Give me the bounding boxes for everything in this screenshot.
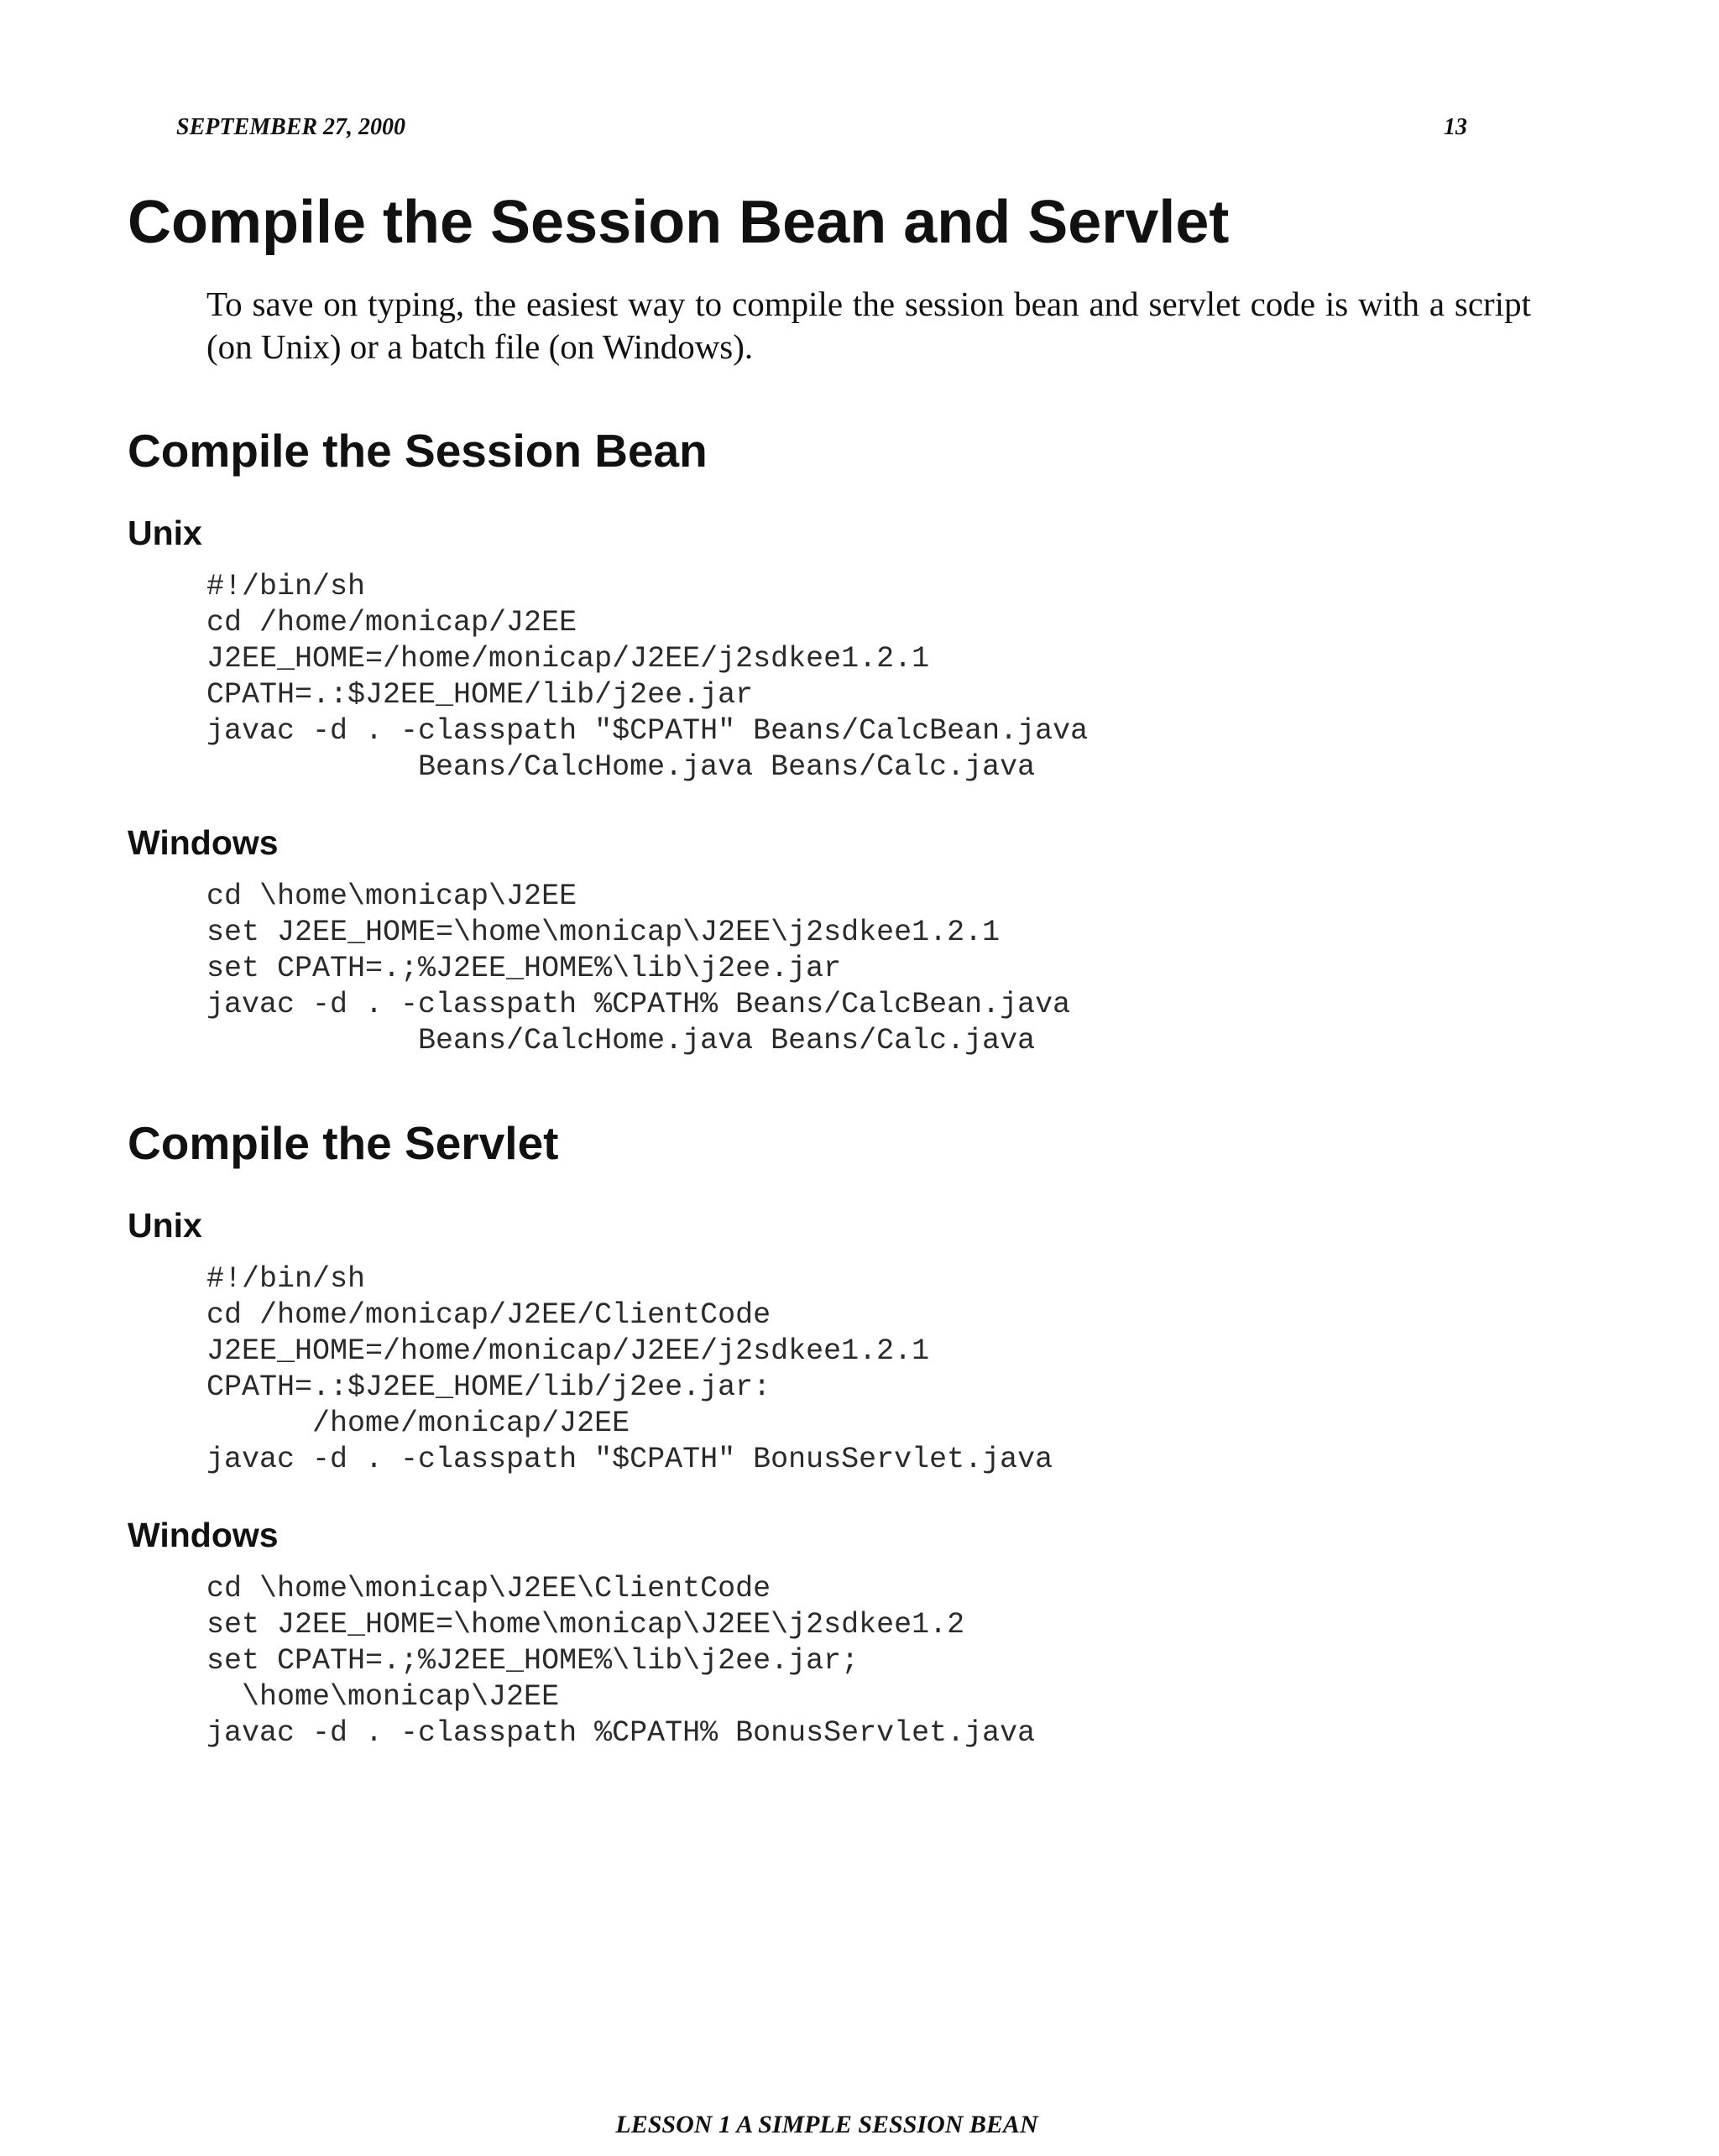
code-line: set CPATH=.;%J2EE_HOME%\lib\j2ee.jar;	[206, 1644, 860, 1678]
section-compile-servlet	[128, 1109, 1554, 1751]
code-line: javac -d . -classpath "$CPATH" BonusServlet.java	[206, 1443, 1053, 1476]
code-line: #!/bin/sh	[206, 1262, 366, 1296]
code-block-windows	[206, 1571, 1554, 1751]
code-block-unix	[206, 569, 1554, 786]
code-line: cd \home\monicap\J2EE	[206, 880, 577, 913]
section-title: Compile the Servlet	[128, 1117, 559, 1169]
subsection-title-windows: Windows	[128, 1516, 279, 1554]
page-content	[128, 180, 1554, 1751]
section-compile-session-bean	[128, 417, 1554, 1059]
section-title: Compile the Session Bean	[128, 425, 708, 477]
code-line: set J2EE_HOME=\home\monicap\J2EE\j2sdkee1.2	[206, 1608, 965, 1642]
code-line: cd /home/monicap/J2EE	[206, 606, 577, 639]
code-line: set CPATH=.;%J2EE_HOME%\lib\j2ee.jar	[206, 952, 842, 985]
code-line: cd \home\monicap\J2EE\ClientCode	[206, 1572, 771, 1605]
code-line: javac -d . -classpath %CPATH% BonusServlet.java	[206, 1716, 1036, 1750]
code-line: #!/bin/sh	[206, 570, 366, 603]
subsection-title-unix: Unix	[128, 514, 202, 552]
code-line: J2EE_HOME=/home/monicap/J2EE/j2sdkee1.2.1	[206, 642, 930, 676]
running-header	[176, 111, 1467, 144]
intro-paragraph: To save on typing, the easiest way to compile the session bean and servlet code is with a script (on Unix) or a batch file (on Windows).	[206, 285, 1531, 366]
code-line: J2EE_HOME=/home/monicap/J2EE/j2sdkee1.2.1	[206, 1334, 930, 1368]
code-line: set J2EE_HOME=\home\monicap\J2EE\j2sdkee1.2.1	[206, 916, 1001, 949]
subsection-title-unix: Unix	[128, 1206, 202, 1245]
page-title: Compile the Session Bean and Servlet	[128, 189, 1230, 256]
code-line: javac -d . -classpath "$CPATH" Beans/CalcBean.java	[206, 714, 1089, 748]
running-footer: LESSON 1 A SIMPLE SESSION BEAN	[615, 2111, 1038, 2138]
code-line: Beans/CalcHome.java Beans/Calc.java	[206, 1024, 1036, 1057]
code-line: /home/monicap/J2EE	[206, 1407, 630, 1440]
code-line: CPATH=.:$J2EE_HOME/lib/j2ee.jar	[206, 678, 754, 712]
header-date: SEPTEMBER 27, 2000	[176, 114, 406, 140]
code-block-windows	[206, 879, 1554, 1059]
code-line: javac -d . -classpath %CPATH% Beans/CalcBean.java	[206, 988, 1071, 1021]
code-line: Beans/CalcHome.java Beans/Calc.java	[206, 750, 1036, 784]
code-line: CPATH=.:$J2EE_HOME/lib/j2ee.jar:	[206, 1370, 771, 1404]
page-number: 13	[1444, 114, 1467, 140]
code-line: cd /home/monicap/J2EE/ClientCode	[206, 1298, 771, 1332]
subsection-title-windows: Windows	[128, 823, 279, 862]
code-line: \home\monicap\J2EE	[206, 1680, 560, 1714]
code-block-unix	[206, 1261, 1554, 1478]
